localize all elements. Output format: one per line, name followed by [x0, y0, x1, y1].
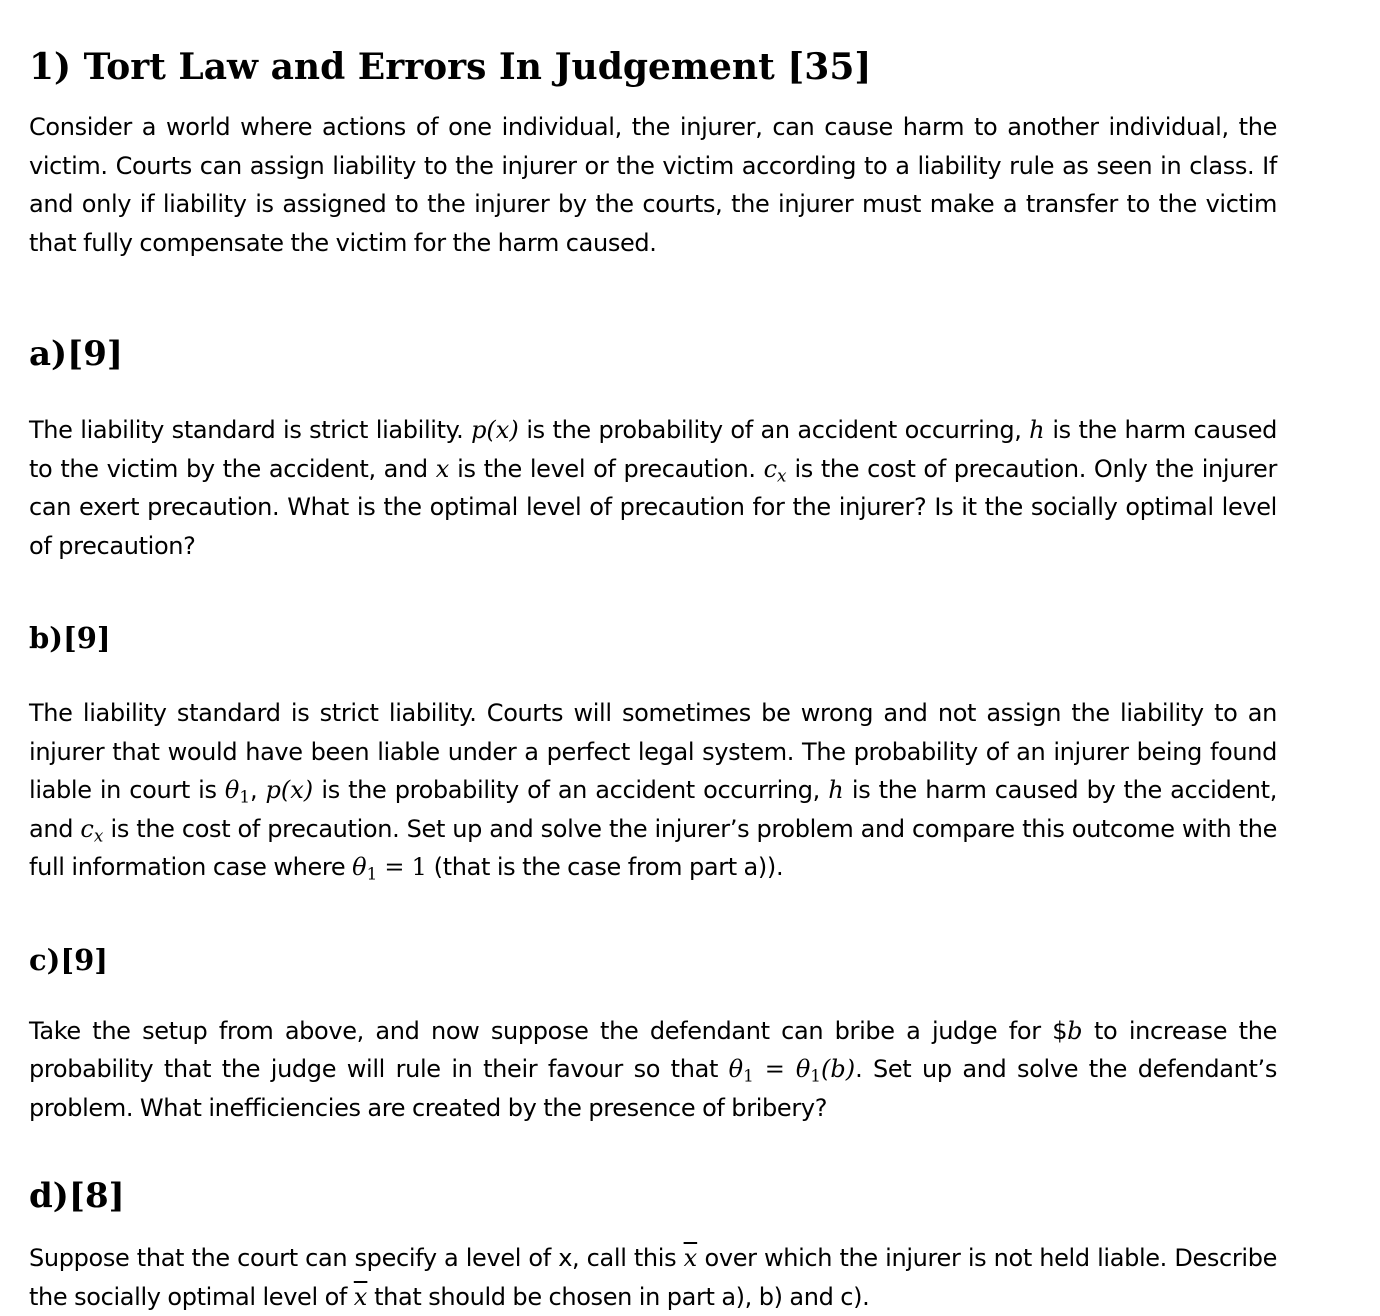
part-c-math-b: b	[1067, 1016, 1083, 1045]
part-b-math-cx	[80, 814, 104, 846]
part-c-math-theta: θ	[728, 1055, 744, 1083]
part-b-text-1: The liability standard is strict liability. Courts will sometimes be wrong and not assign the liability to an injurer that would have been liable under a perfect legal system. The probability of an injurer being found liable in court is	[29, 699, 1277, 804]
part-b-math-theta1	[224, 776, 250, 807]
part-c-math-of-b: (b)	[820, 1055, 856, 1083]
part-c-math-theta-b: θ	[795, 1055, 811, 1083]
part-a-text-4: is the level of precaution.	[449, 454, 764, 483]
part-a-text-5: is the cost of precaution. Only the injurer can exert precaution. What is the optimal level of precaution for the injurer? Is it the socially optimal level of precaution?	[29, 454, 1277, 560]
part-b-text-6: (that is the case from part a)).	[426, 853, 784, 881]
part-c-math-eq: =	[753, 1055, 796, 1083]
part-b-math-c: c	[80, 814, 94, 843]
part-c-math-theta-eq	[728, 1055, 856, 1086]
part-c-text-2: to increase the probability that the judge will rule in their favour so that	[29, 1016, 1277, 1083]
part-a-text-3: is the harm caused to the victim by the accident, and	[29, 416, 1278, 483]
part-a-text	[29, 411, 1277, 565]
part-b-math-h: h	[828, 776, 844, 804]
part-c-text-3: . Set up and solve the defendant’s problem. What inefficiencies are created by the presence of bribery?	[29, 1055, 1277, 1122]
part-b-math-theta-2-sub: 1	[366, 863, 378, 884]
part-b-math-px: p(x)	[265, 776, 314, 804]
part-b-text	[29, 694, 1277, 887]
part-d-math-xbar-2: $\overline{x}$	[353, 1282, 368, 1311]
part-b-text-4: is the harm caused by the accident, and	[29, 776, 1277, 843]
part-c-text-1: Take the setup from above, and now suppose the defendant can bribe a judge for $	[29, 1016, 1068, 1045]
part-a-math-px: p(x)	[471, 416, 519, 444]
part-a-text-2: is the probability of an accident occurring,	[518, 416, 1030, 444]
problem-page	[29, 40, 1277, 1316]
part-a-math-cx-sub: x	[777, 465, 787, 486]
part-b-math-eq-one: = 1	[377, 853, 427, 881]
part-b-text-3: is the probability of an accident occurring,	[313, 776, 829, 804]
part-a-text-1: The liability standard is strict liability.	[29, 416, 472, 444]
part-b-math-cx-sub: x	[93, 825, 104, 846]
part-d-text-3: that should be chosen in part a), b) and c).	[367, 1282, 870, 1311]
part-c-text	[29, 1012, 1277, 1128]
part-b-text-5: is the cost of precaution. Set up and solve the injurer’s problem and compare this outcome with the full information case where	[29, 814, 1277, 881]
part-a-math-x: x	[435, 454, 450, 483]
question-title: 1) Tort Law and Errors In Judgement [35]	[29, 46, 872, 88]
part-d-text-2: over which the injurer is not held liable. Describe the socially optimal level of	[29, 1244, 1277, 1311]
part-b-text-2: ,	[250, 776, 266, 804]
part-b-heading: b)[9]	[29, 621, 111, 655]
part-a-math-c: c	[763, 454, 778, 483]
part-b-math-theta-2: θ	[352, 853, 367, 881]
part-d-text	[29, 1239, 1277, 1316]
intro-paragraph: Consider a world where actions of one individual, the injurer, can cause harm to another individual, the victim. Courts can assign liability to the injurer or the victim according to a liability rule as seen in class. If and only if liability is assigned to the injurer by the courts, the injurer must make a transfer to the victim that fully compensate the victim for the harm caused.	[29, 113, 1277, 257]
part-c-heading: c)[9]	[29, 942, 108, 977]
part-a-math-h: h	[1029, 416, 1045, 444]
part-d-heading: d)[8]	[29, 1176, 125, 1216]
part-b-math-theta-sub: 1	[239, 786, 250, 807]
part-c-math-theta-sub: 1	[743, 1065, 754, 1086]
part-d-math-xbar-1: $\overline{x}$	[683, 1244, 698, 1272]
part-b-math-theta: θ	[224, 776, 240, 804]
part-d-text-1: Suppose that the court can specify a level of x, call this	[29, 1244, 684, 1272]
part-a-math-cx	[763, 454, 787, 486]
part-c-math-theta-b-sub: 1	[810, 1065, 821, 1086]
part-b-math-theta-eq	[352, 853, 427, 884]
part-a-heading: a)[9]	[29, 334, 123, 374]
